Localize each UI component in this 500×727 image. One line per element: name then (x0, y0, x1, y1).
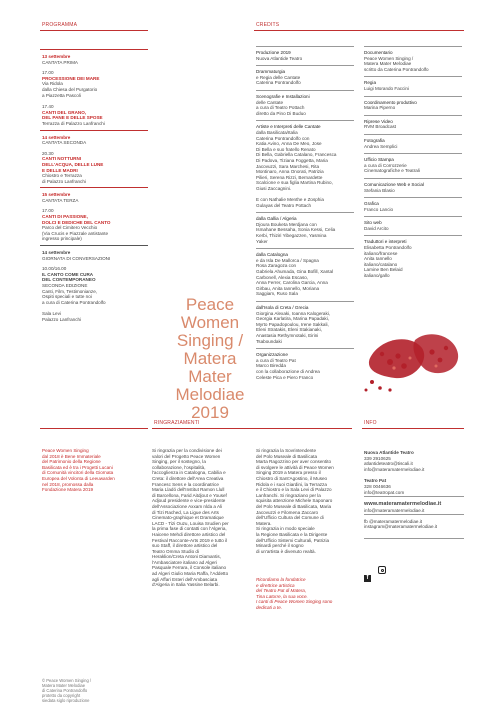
event-detail: a Piazzetta Pascoli (42, 92, 81, 98)
credit-line: Franco Lancio (364, 206, 394, 212)
event-title: IL CANTO COME CURA (42, 271, 94, 277)
credit-heading: Traduttori e interpreti (364, 239, 407, 245)
credit-group (364, 117, 464, 130)
credit-line: diretto da Pino Di Buduo (256, 110, 306, 116)
credit-line: Jacovuzzi, Sara Marchesi, Rita (256, 163, 320, 169)
credit-line: Yaker (256, 238, 268, 244)
day-date: 13 settembre (42, 54, 71, 59)
credit-heading: Documentario (364, 50, 393, 55)
credit-line: Carbonell, Alexia Escaso, (256, 274, 309, 280)
divider (364, 538, 464, 539)
thanks-line: di Tizi Rached, La Ligue des Arts (152, 509, 219, 515)
day-date: 14 settembre (42, 134, 71, 140)
dedication-line: e direttrice artistica (256, 582, 295, 588)
credit-line: Saggiam, Ruso Sala (256, 291, 298, 297)
thanks-line: di svolgere le attività di Peace Women (256, 464, 334, 470)
credit-heading: Sito web (364, 220, 382, 226)
thanks-line: del Polo Museale di Basilicata (256, 453, 318, 459)
programma-list (42, 52, 152, 328)
divider (364, 96, 462, 97)
divider (256, 120, 354, 121)
credit-line: delle Cantate (256, 99, 284, 105)
credit-line: David Arcito (364, 225, 389, 231)
credit-group (256, 122, 356, 208)
event-time: 20.30 (42, 150, 54, 156)
programma-day (42, 52, 152, 65)
credit-line: Giusi Zaccagnini. (256, 185, 292, 191)
title-line: Matera (183, 349, 237, 368)
divider (40, 245, 148, 246)
heritage-line: del Patrimonio della Regione (42, 459, 101, 465)
credit-line: a cura di Corrozzerie (364, 162, 407, 168)
heritage-line: Fondazione Matera 2019 (42, 487, 94, 493)
credit-heading: Grafica (364, 201, 379, 207)
info-block (364, 450, 474, 530)
divider (40, 187, 148, 188)
credit-line: a cura di Teatro Pottach (256, 105, 305, 111)
credit-line: Marina Piperno (364, 105, 396, 111)
credit-group (256, 350, 356, 380)
thanks-line: Festival Racconte-Arts 2019 e tutto il (152, 537, 228, 543)
divider (256, 46, 354, 47)
event-time: 17.40 (42, 104, 54, 110)
thanks-line: LACD - Tizi Ouzu, Louisa Srudien per (152, 520, 229, 526)
copyright-line: protetto da copyright (42, 693, 81, 698)
heritage-line: Basilicata ed è tra i Progetti Lucani (42, 464, 113, 470)
divider (364, 134, 462, 135)
copyright-note (42, 678, 152, 703)
heritage-line: nel 2018, promossa dalla (42, 481, 94, 487)
title-line: Women (180, 313, 240, 332)
divider (364, 235, 462, 236)
thanks-line: Adjoud presidente e vice-presidente (152, 498, 226, 504)
thanks-line: dell'Associazione Axxam nlda a Ali (152, 503, 223, 509)
credit-line: Ismahane Bessaha, Sonia Kessi, Celia (256, 227, 336, 233)
thanks-line: dell'Ufficio Sistemi Culturali, Patrizia (256, 537, 330, 543)
heritage-note (42, 448, 152, 493)
event-detail: Chiostro e Terrazza (42, 173, 82, 179)
credit-line: Marco Biredda (256, 363, 286, 369)
thanks-line: Maria Lladó dell'Institut Ramon Llull (152, 487, 225, 493)
credit-line: Luigi Morando Faccini (364, 85, 409, 91)
social-icons (364, 566, 386, 584)
dedication-line: I canti di Peace Women Singing sono (256, 599, 333, 605)
credit-group (364, 199, 464, 212)
divider (40, 428, 148, 429)
event-title: DEL CONTEMPORANEO (42, 277, 96, 283)
credit-line: Giorgina Alexaki, Ioanna Kalogeraki, (256, 310, 331, 316)
credits-column-2 (364, 48, 464, 285)
dedication-line: dedicati a te. (256, 604, 283, 610)
title-line: Peace (185, 295, 235, 314)
credit-line: Di Padova, Tiziana Foggetta, Maria (256, 157, 328, 163)
org-name: Nuova Atlantide Teatro (364, 450, 414, 455)
divider (256, 348, 354, 349)
credit-line: con la collaborazione di Andrea (256, 368, 320, 374)
credit-group (364, 98, 464, 111)
credit-heading: dall'Isola di Creta / Grecia (256, 304, 309, 310)
credit-line: e da Isla De Mallorca / Spagna (256, 257, 319, 263)
copyright-line: © Peace Women Singing / (42, 678, 92, 683)
thanks-line: Si ringrazia per la condivisione dei (152, 448, 222, 453)
divider (364, 514, 464, 515)
thanks-line: Si ringrazia in modo speciale (256, 526, 315, 532)
credit-line: Celeste Pica e Piero Franco (256, 374, 314, 380)
event-detail: Palazzo Lanfranchi (42, 316, 82, 322)
event-detail: Sala Levi (42, 310, 61, 316)
title-line: Melodiae (175, 385, 245, 404)
thanks-line: Chiostro di Sant'Agostino, il Museo (256, 475, 328, 481)
credit-line: Anna Ferrer, Carolina Garcia, Anna (256, 280, 328, 286)
day-label: CANTATA SECONDA (42, 140, 87, 146)
day-label: CANTATA TERZA (42, 197, 79, 203)
credit-heading: Regia (364, 80, 377, 86)
pomegranate-illustration (360, 318, 470, 398)
credit-line: Gabriela Ahumada, Gina Bofill, Xantal (256, 269, 334, 274)
credit-group (256, 303, 356, 344)
event-detail: Parco del Cimitero Vecchio (42, 225, 98, 231)
thanks-line: squisita attenzione Michele Saponaro (256, 498, 333, 504)
credit-line: Caterina Pontrandolfo (256, 80, 301, 86)
credits-column-1 (256, 48, 356, 386)
thanks-line: di Barcellona, Farid Aitdjout e Yousef (152, 492, 227, 498)
thanks-line: Lanfranchi. Si ringraziano per la (256, 492, 321, 498)
event-time: 17.00 (42, 70, 54, 76)
divider (40, 30, 148, 31)
facebook-handle[interactable]: fb @materamatermelodiae.it (364, 518, 423, 524)
thanks-line: Singing, per il sostegno, la (152, 459, 206, 465)
thanks-line: dell'Ufficio Cultura del Comune di (256, 515, 324, 521)
divider (256, 90, 354, 91)
dedication-line: Tina Latorre, la sua voce. (256, 593, 308, 599)
website-link[interactable]: www.materamatermelodiae.it (364, 501, 442, 508)
event-title: E DELLE MADRI (42, 167, 78, 173)
day-label: GIORNATA DI CONVERSAZIONI (42, 255, 111, 261)
credit-line: Katia Avino, Anna De Meo, Jose (256, 141, 322, 147)
event-detail: a cura di Caterina Pontrandolfo (42, 299, 106, 305)
event-detail: di Palazzo Lanfranchi (42, 178, 86, 184)
event-title: DEL PANE E DELLE SPOSE (42, 115, 103, 121)
event-detail: Canti, Film, Testimonianze, (42, 288, 98, 294)
copyright-line: di Caterina Pontrandolfo (42, 688, 88, 693)
divider (152, 428, 352, 429)
credit-line: Scalcione e sua figlia Martina Rubino, (256, 180, 333, 186)
thanks-line: e il Chiostro e la Sala Levi di Palazzo (256, 487, 332, 493)
thanks-line: l'accoglienza in Catalogna, Cabilia e (152, 470, 226, 476)
thanks-line: del Polo Museale di Basilicata, Maria (256, 503, 332, 509)
section-header-credits: CREDITS (256, 22, 280, 28)
dedication (256, 577, 356, 611)
instagram-icon[interactable] (378, 566, 386, 574)
org-phone: 339 2910625 (364, 455, 391, 461)
thanks-line: la Regione Basilicata e la Dirigente (256, 531, 328, 537)
credit-heading: Drammaturgia (256, 69, 286, 75)
thanks-line: ad Algeri Giulio Maria Raffa, l'Addetto (152, 571, 229, 577)
credit-line: Georgia Karlatira, Marina Papadaki, (256, 316, 330, 322)
event-title: CANTI DI PASSIONE, (42, 214, 88, 220)
thanks-line: Heraklion/Creta Antoni Diamantis, (152, 554, 221, 560)
credit-line: a cura di Teatro Pat (256, 357, 296, 363)
divider (40, 49, 148, 50)
event-title (160, 296, 260, 422)
title-line: Mater (188, 367, 232, 386)
event-detail: (Via Crucis e Piazzale antistante (42, 230, 109, 236)
heritage-line: Peace Women Singing (42, 448, 89, 453)
credit-heading: Comunicazione Web e Social (364, 181, 424, 187)
dedication-line: del Teatro Pat di Matera, (256, 588, 307, 594)
thanks-line: Matera. (256, 520, 272, 526)
title-line: Singing / (176, 331, 244, 350)
event-detail: ingresso principale) (42, 236, 82, 242)
credit-line: Tsaboundaki (256, 338, 282, 344)
credit-group (364, 136, 464, 149)
credit-line: Caterina Pontrandolfo con (256, 135, 310, 141)
event-time: 17.00 (42, 208, 54, 214)
programma-day (42, 248, 152, 261)
credit-line: Girbau, Anita Iannello, Moriana (256, 285, 320, 291)
credit-group (364, 48, 464, 72)
credit-line: italiano/gallo (364, 273, 390, 279)
thanks-text-1 (152, 448, 252, 588)
credit-line: italiano/catalano (364, 261, 398, 267)
programma-day (42, 190, 152, 203)
credit-line: Eleni Stratakis, Eleni Stakianaki, (256, 327, 322, 333)
programma-event (42, 208, 152, 242)
credit-group (256, 250, 356, 297)
credit-line: Montinaro, Anna Onorati, Patrizia (256, 169, 324, 175)
credit-line: Cinematografiche e Teatrali (364, 168, 420, 174)
heritage-line: Europea del Volonta di Leeuwarden (42, 475, 115, 481)
credit-line: italiano/francese (364, 250, 398, 256)
divider (256, 212, 354, 213)
event-detail: Ospiti speciali e tutte noi (42, 294, 92, 300)
credit-line: Myrto Papadopoulou, Irene Sakkali, (256, 321, 329, 327)
org-email-1[interactable]: atlantideteatro@tiscali.it (364, 461, 413, 467)
credit-group (364, 78, 464, 91)
day-date: 14 settembre (42, 250, 71, 256)
thanks-line: Francesc Sens e la coordinatrice (152, 481, 219, 487)
credit-line: Pilieri, Serena Rizzi, Bernardette (256, 174, 323, 180)
section-header-ringraziamenti: RINGRAZIAMENTI (154, 420, 200, 426)
event-title: PROCESSIONE DEI MARE (42, 75, 100, 81)
pat-email[interactable]: info@teatropat.com (364, 489, 405, 495)
credit-line: scritto da Caterina Pontrandolfo (364, 66, 429, 72)
credit-group (364, 155, 464, 174)
divider (364, 76, 462, 77)
divider (254, 30, 464, 31)
instagram-handle[interactable]: instagram@materamatermelodiae.it (364, 524, 438, 530)
divider (364, 496, 464, 497)
credit-line: e Regia delle Cantate (256, 74, 301, 80)
divider (256, 248, 354, 249)
credit-heading: Fotografia (364, 137, 385, 143)
event-detail: Terrazza di Palazzo Lanfranchi (42, 120, 105, 126)
copyright-line: siedata siglo riproduzione (42, 698, 90, 703)
thanks-line: Minardi perché il sogno (256, 543, 304, 549)
thanks-line: Singing 2019 a Matera presso il (256, 470, 321, 476)
credit-line: Lamine Ben Belaid (364, 267, 403, 273)
day-label: CANTATA PRIMA (42, 59, 78, 65)
credit-line: Djoura Bouketa Merdjana con (256, 221, 317, 227)
credit-heading: Coordinamento produttivo (364, 99, 417, 105)
credit-line: Gulayas del Teatro Pottach (256, 202, 312, 208)
thanks-line: di un'artista è divenuto realtà. (256, 548, 316, 554)
credit-line: E con Nathalie Menthe e Zosphia (256, 197, 324, 203)
facebook-icon[interactable]: f (364, 575, 371, 582)
programma-event (42, 266, 152, 322)
credit-group (256, 214, 356, 244)
credit-heading: Organizzazione (256, 352, 288, 358)
programma-event (42, 70, 152, 98)
divider (364, 197, 462, 198)
site-email[interactable]: info@materamatermelodiae.it (364, 508, 425, 514)
heritage-line: di Comunità vincitori della Giornata (42, 470, 114, 476)
credit-group (364, 237, 464, 278)
thanks-line: suo Staff, il direttore artistico del (152, 543, 218, 549)
org-email-2[interactable]: info@materamatermelodiae.it (364, 466, 425, 472)
day-date: 15 settembre (42, 192, 71, 198)
title-line: 2019 (191, 403, 229, 422)
event-detail: Via Ridola (42, 81, 63, 87)
credit-line: Anastasia Rethymnotaki, Eirini (256, 332, 319, 338)
thanks-line: Pasquale Ferrara, il Console italiano (152, 565, 227, 571)
credit-group (364, 218, 464, 231)
event-title: DOLCI E DEDICHE DEL CANTO (42, 219, 111, 225)
credit-line: Kerbi, Thiziri Yibegazzen, Yasmina (256, 233, 327, 239)
programma-event (42, 151, 152, 185)
section-header-info: INFO (364, 420, 377, 426)
divider (364, 178, 462, 179)
thanks-text-2 (256, 448, 356, 554)
divider (256, 65, 354, 66)
credit-group (256, 67, 356, 86)
thanks-line: l'Ambasciatore italiano ad Algeri (152, 559, 217, 565)
credit-group (256, 48, 356, 61)
thanks-line: Cinemato-graphique et Dramatique (152, 515, 224, 521)
divider (362, 428, 464, 429)
divider (256, 301, 354, 302)
thanks-line: agli Affari Esteri dell'Ambasciata (152, 576, 218, 582)
credit-heading: Scenografie e Installazioni (256, 93, 310, 99)
divider (364, 115, 462, 116)
heritage-line: dal 2018 è Bene Immateriale (42, 453, 101, 459)
credit-heading: Riprese Video (364, 118, 393, 124)
programma-event (42, 104, 152, 126)
divider (40, 130, 148, 131)
thanks-line: d'Algeria in Italia Yassine Belarbi. (152, 582, 220, 588)
credit-line: Peace Women Singing / (364, 55, 414, 61)
credit-line: Andrea Semplici (364, 143, 398, 149)
section-header-programma: PROGRAMMA (42, 22, 78, 28)
credit-line: Elisabetta Pontrandolfo (364, 245, 412, 251)
credit-group (256, 92, 356, 116)
credit-line: Stefania Blasio (364, 187, 395, 193)
event-title: CANTI DEL GRANO, (42, 109, 87, 115)
credit-line: Di Bella, Gabriella Catalano, Francesca (256, 152, 337, 158)
pat-phone: 328 0046636 (364, 483, 391, 489)
credit-heading: Artiste e Interpreti delle Cantate (256, 124, 321, 130)
programma-day (42, 133, 152, 146)
dedication-line: Ricordiamo la fondatrice (256, 577, 306, 582)
thanks-line: Creta: il direttore dell'Area Creativa (152, 475, 224, 481)
divider (364, 46, 462, 47)
credit-line: RVM Broadcast (364, 124, 397, 130)
credit-line: Matera Mater Melodiae (364, 61, 412, 67)
credit-line: Di Bella e suo fratello Renato (256, 146, 316, 152)
thanks-line: la prima fase di contatti con l'Algeria, (152, 526, 227, 532)
credit-heading: Ufficio Stampa (364, 157, 394, 163)
credit-heading: dalla Catalogna (256, 252, 288, 258)
credit-line: dalla Basilicata/Italia (256, 129, 298, 135)
credit-line: Anita Iannello (364, 256, 392, 262)
event-title: DELL'ACQUA, DELLE LUNE (42, 161, 104, 167)
thanks-line: collaborazione, l'ospitalità, (152, 464, 206, 470)
credit-group (364, 180, 464, 193)
thanks-line: Teatro Omma Studio di (152, 548, 199, 554)
credit-line: Rosa Zaragoza con (256, 263, 297, 269)
thanks-line: Marta Ragozzino per aver consentito (256, 459, 332, 465)
divider (364, 153, 462, 154)
credit-heading: Produzione 2019 (256, 50, 291, 55)
thanks-line: Jacovuzzi e Filomena Zaccaro (256, 509, 319, 515)
thanks-line: valori del Progetto Peace Women (152, 453, 221, 459)
event-title: CANTI NOTTURNI (42, 156, 82, 162)
credit-line: Nuova Atlantide Teatro (256, 55, 303, 61)
event-detail: dalla Chiesa del Purgatorio (42, 86, 98, 92)
thanks-line: Ridola e i suoi Giardini, la Terrazza (256, 481, 327, 487)
pat-name: Teatro Pat (364, 478, 387, 484)
divider (364, 216, 462, 217)
event-detail: SECONDA EDIZIONE (42, 283, 88, 288)
credit-heading: dalla Gallia / Algeria (256, 216, 297, 222)
event-time: 10.00/16.00 (42, 266, 67, 272)
thanks-line: Si ringrazia la Sovrintendente (256, 448, 317, 453)
copyright-line: Matera Mater Melodiae (42, 683, 86, 688)
thanks-line: Haicene Mehdi direttore artistico del (152, 531, 226, 537)
